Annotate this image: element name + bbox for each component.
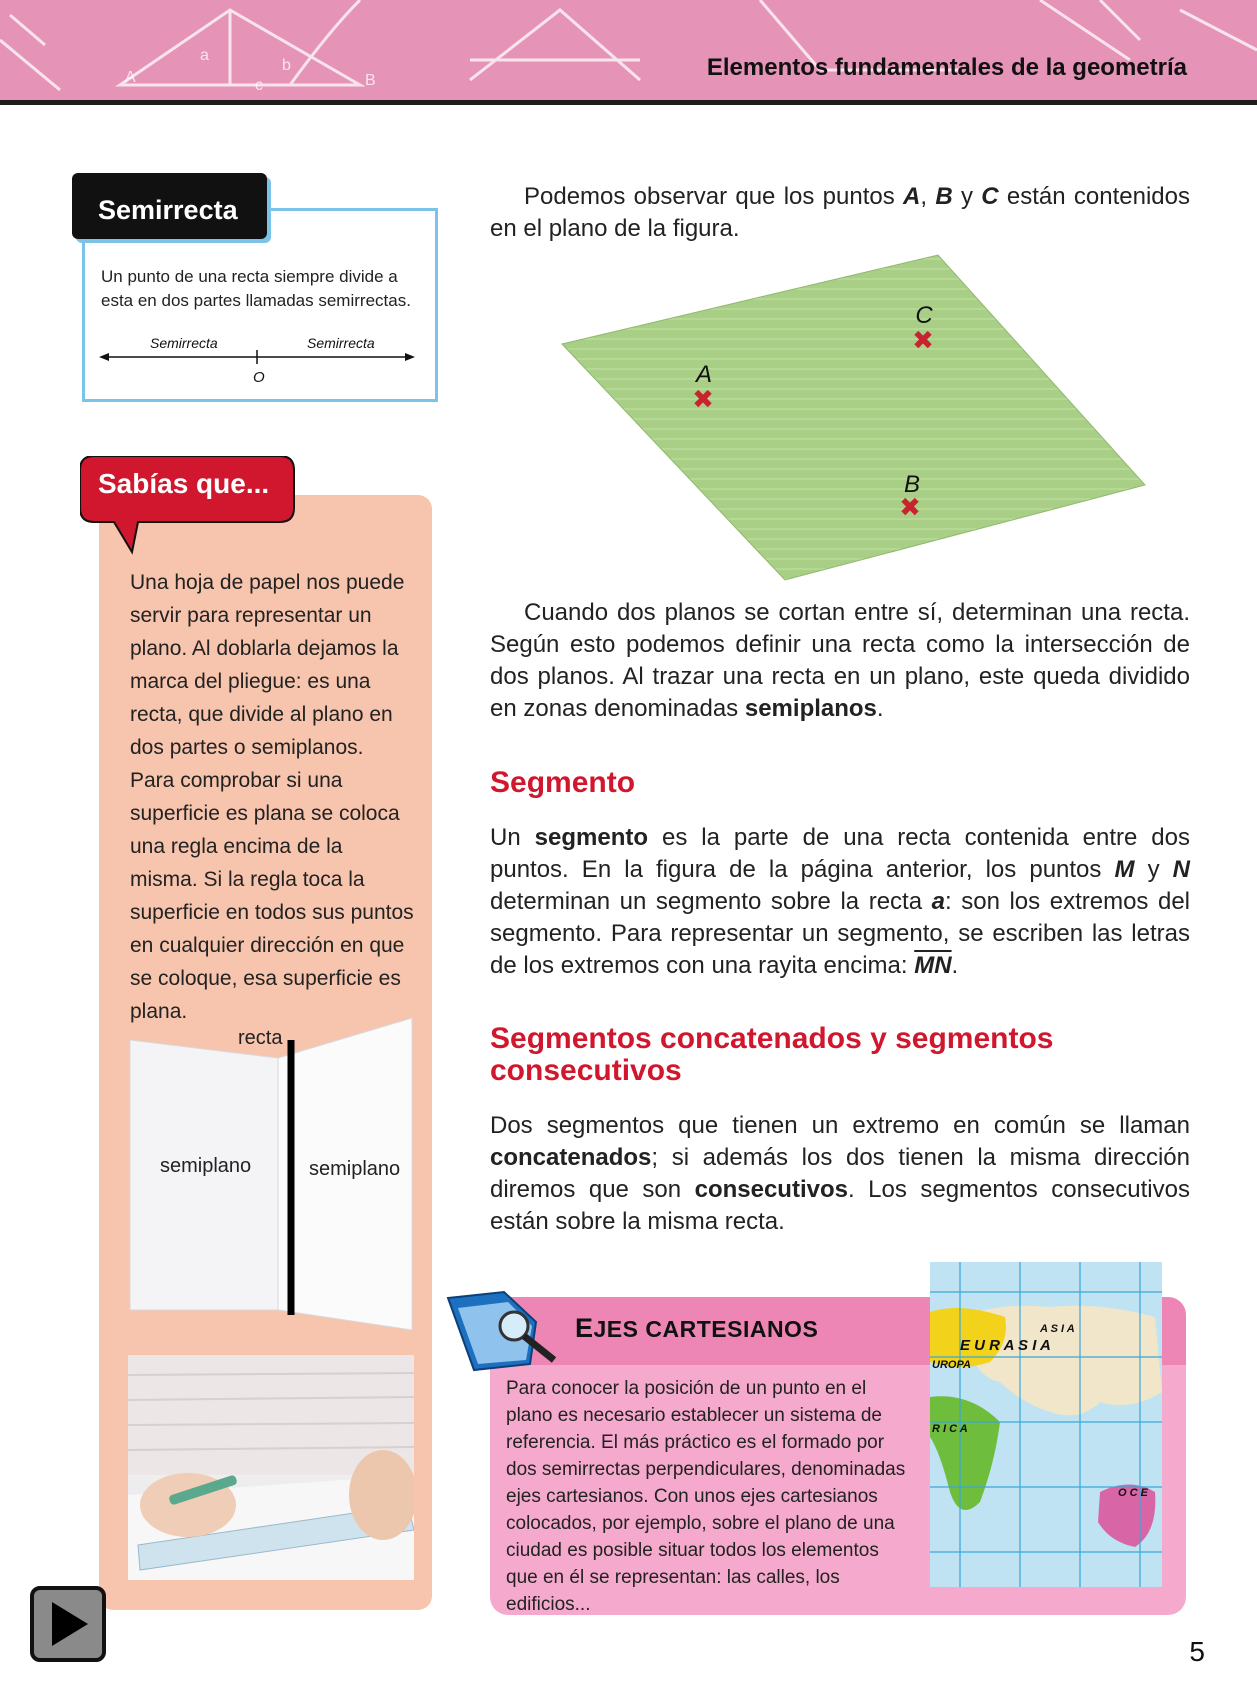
point-o-label: O	[253, 369, 265, 386]
world-map-with-grid	[930, 1262, 1162, 1587]
play-button[interactable]	[30, 1586, 106, 1662]
planes-intersection-paragraph: Cuando dos planos se cortan entre sí, determinan una recta. Según esto podemos definir una recta como la intersección de dos planos. Al trazar una recta en un plano, este queda dividido en zonas denominadas semiplanos.	[490, 599, 1190, 722]
recta-label: recta	[238, 1027, 283, 1049]
chapter-title: Elementos fundamentales de la geometría	[706, 54, 1187, 81]
africa-label: R I C A	[932, 1423, 968, 1435]
play-icon	[34, 1590, 102, 1658]
ejes-cartesianos-text: Para conocer la posición de un punto en el plano es necesario establecer un sistema de referencia. El más práctico es el formado por dos semirrectas perpendiculares, denominadas ejes cartesianos. Con unos ejes cartesianos colocados, por ejemplo, sobre el plano de una ciudad es posible situar todos los elementos que en él se representan: las calles, los edificios...	[506, 1378, 906, 1615]
segmento-paragraph: Un segmento es la parte de una recta contenida entre dos puntos. En la figura de la página anterior, los puntos M y N determinan un segmento sobre la recta a: son los extremos del segmento. Para representar un segmento, se escriben las letras de los extremos con una rayita encima: $\overline{MN}$.	[490, 824, 1191, 979]
folded-paper-illustration	[128, 1010, 418, 1335]
right-semiplano-label: semiplano	[309, 1158, 401, 1180]
sabias-que-title: Sabías que...	[98, 468, 270, 499]
left-arrow-icon	[99, 353, 109, 361]
point-a-label: A	[695, 361, 713, 388]
concatenados-paragraph: Dos segmentos que tienen un extremo en común se llaman concatenados; si además los dos tienen la misma dirección diremos que son consecutivos. Los segmentos consecutivos están sobre la misma recta.	[490, 1112, 1190, 1235]
europa-label: UROPA	[932, 1359, 971, 1371]
ejes-cartesianos-title: EJES CARTESIANOS	[575, 1313, 819, 1343]
semirrecta-definition: Un punto de una recta siempre divide a esta en dos partes llamadas semirrectas.	[101, 267, 411, 310]
folder-magnifier-icon	[444, 1284, 574, 1374]
green-plane	[562, 255, 1145, 580]
segment-notation: $\overline{MN}$	[914, 952, 952, 979]
left-semiplano-label: semiplano	[160, 1155, 252, 1177]
left-semirrecta-label: Semirrecta	[150, 335, 218, 351]
right-arrow-icon	[405, 353, 415, 361]
right-semirrecta-label: Semirrecta	[307, 335, 375, 351]
sabias-que-paragraph-1: Una hoja de papel nos puede servir para representar un plano. Al doblarla dejamos la marca del pliegue: es una recta, que divide al plano en dos partes o semiplanos.	[130, 571, 405, 759]
point-b-label: B	[903, 471, 921, 498]
semirrecta-diagram	[97, 334, 417, 389]
concatenados-heading: Segmentos concatenados y segmentos consecutivos	[490, 1022, 1054, 1087]
intro-paragraph: Podemos observar que los puntos A, B y C están contenidos en el plano de la figura.	[490, 183, 1190, 242]
asia-label: A S I A	[1040, 1323, 1075, 1335]
eurasia-label: E U R A S I A	[960, 1337, 1051, 1354]
point-b-mark: ✖	[899, 493, 921, 523]
svg-text:c: c	[255, 77, 263, 94]
ruler-on-paper-photo	[128, 1355, 414, 1580]
header-geometry-decoration	[0, 0, 1257, 100]
svg-text:B: B	[365, 72, 376, 89]
sabias-que-text	[130, 566, 415, 1028]
semirrecta-title: Semirrecta	[98, 195, 238, 225]
svg-text:b: b	[282, 57, 291, 74]
point-c-mark: ✖	[912, 326, 934, 356]
oceania-label: O C E	[1118, 1487, 1148, 1499]
point-a-mark: ✖	[692, 385, 714, 415]
sabias-que-paragraph-2: Para comprobar si una superficie es plana se coloca una regla encima de la misma. Si la regla toca la superficie en todos sus puntos en cualquier dirección en que se coloque, esa superficie es plana.	[130, 769, 414, 1023]
page-header	[0, 0, 1257, 100]
segmento-heading: Segmento	[490, 766, 636, 799]
point-c-label: C	[915, 302, 933, 329]
svg-text:A: A	[125, 69, 136, 86]
svg-text:a: a	[200, 47, 209, 64]
plane-figure	[560, 250, 1150, 585]
page-number: 5	[1189, 1636, 1205, 1667]
header-divider	[0, 100, 1257, 105]
